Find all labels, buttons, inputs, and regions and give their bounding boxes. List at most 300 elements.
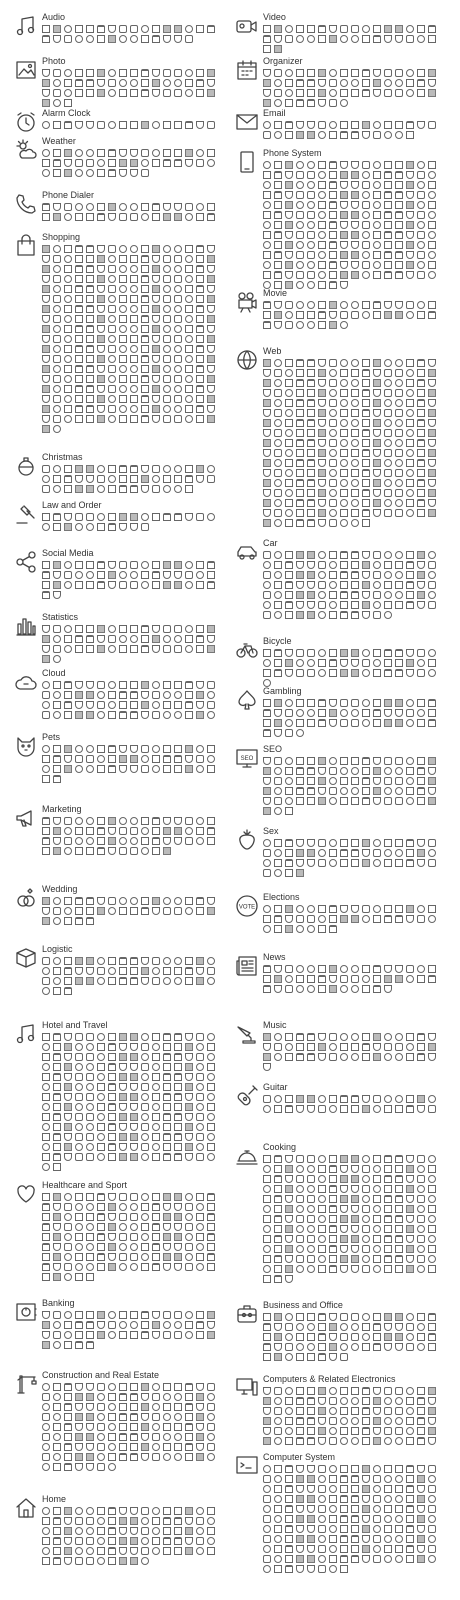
glyph-icon xyxy=(296,1417,304,1425)
glyph-icon xyxy=(428,1515,436,1523)
glyph-icon xyxy=(340,469,348,477)
glyph-icon xyxy=(395,1323,403,1331)
glyph-icon xyxy=(307,699,315,707)
glyph-icon xyxy=(64,917,72,925)
glyph-icon xyxy=(108,1063,116,1071)
glyph-icon xyxy=(362,649,370,657)
glyph-icon xyxy=(395,859,403,867)
glyph-icon xyxy=(340,409,348,417)
glyph-icon xyxy=(329,439,337,447)
glyph-icon xyxy=(196,513,204,521)
glyph-icon xyxy=(97,375,105,383)
category-title: Sex xyxy=(263,826,279,836)
glyph-icon xyxy=(119,1093,127,1101)
glyph-icon xyxy=(296,591,304,599)
glyph-icon xyxy=(207,295,215,303)
glyph-icon xyxy=(64,79,72,87)
glyph-icon xyxy=(384,699,392,707)
glyph-icon xyxy=(395,89,403,97)
glyph-icon xyxy=(64,159,72,167)
glyph-icon xyxy=(75,203,83,211)
glyph-icon xyxy=(185,69,193,77)
glyph-icon xyxy=(86,121,94,129)
glyph-icon xyxy=(141,121,149,129)
glyph-icon xyxy=(86,1311,94,1319)
glyph-icon xyxy=(75,1093,83,1101)
glyph-icon xyxy=(108,1243,116,1251)
glyph-icon xyxy=(119,1557,127,1565)
glyph-icon xyxy=(395,1475,403,1483)
glyph-icon xyxy=(130,325,138,333)
glyph-icon xyxy=(362,1255,370,1263)
glyph-icon xyxy=(417,649,425,657)
glyph-grid xyxy=(263,1313,445,1361)
glyph-icon xyxy=(196,1331,204,1339)
glyph-icon xyxy=(318,591,326,599)
glyph-icon xyxy=(384,1485,392,1493)
glyph-icon xyxy=(296,369,304,377)
glyph-icon xyxy=(296,271,304,279)
glyph-icon xyxy=(130,513,138,521)
glyph-icon xyxy=(274,915,282,923)
glyph-icon xyxy=(417,1165,425,1173)
glyph-icon xyxy=(53,1463,61,1471)
glyph-icon xyxy=(86,1033,94,1041)
glyph-icon xyxy=(130,561,138,569)
glyph-icon xyxy=(174,255,182,263)
glyph-grid xyxy=(42,25,224,43)
glyph-icon xyxy=(406,1095,414,1103)
glyph-icon xyxy=(274,1545,282,1553)
glyph-icon xyxy=(428,509,436,517)
glyph-icon xyxy=(152,701,160,709)
glyph-icon xyxy=(152,691,160,699)
glyph-icon xyxy=(141,1393,149,1401)
category-title: Law and Order xyxy=(42,500,102,510)
glyph-icon xyxy=(196,1263,204,1271)
glyph-icon xyxy=(351,409,359,417)
glyph-icon xyxy=(307,121,315,129)
glyph-icon xyxy=(75,711,83,719)
glyph-icon xyxy=(53,305,61,313)
glyph-icon xyxy=(285,161,293,169)
glyph-icon xyxy=(384,499,392,507)
glyph-icon xyxy=(75,305,83,313)
glyph-icon xyxy=(307,301,315,309)
glyph-icon xyxy=(163,701,171,709)
glyph-icon xyxy=(373,1095,381,1103)
glyph-icon xyxy=(351,301,359,309)
glyph-icon xyxy=(263,561,271,569)
glyph-icon xyxy=(318,1407,326,1415)
glyph-icon xyxy=(207,121,215,129)
glyph-icon xyxy=(42,1311,50,1319)
glyph-icon xyxy=(395,1215,403,1223)
glyph-icon xyxy=(428,359,436,367)
glyph-icon xyxy=(395,699,403,707)
glyph-icon xyxy=(417,1235,425,1243)
glyph-icon xyxy=(340,1053,348,1061)
glyph-icon xyxy=(329,369,337,377)
glyph-icon xyxy=(163,475,171,483)
glyph-icon xyxy=(174,25,182,33)
glyph-icon xyxy=(406,161,414,169)
glyph-icon xyxy=(86,365,94,373)
glyph-icon xyxy=(97,1053,105,1061)
glyph-icon xyxy=(64,635,72,643)
glyph-icon xyxy=(174,1517,182,1525)
glyph-icon xyxy=(207,513,215,521)
glyph-icon xyxy=(86,1153,94,1161)
glyph-icon xyxy=(274,449,282,457)
glyph-icon xyxy=(285,69,293,77)
glyph-icon xyxy=(108,691,116,699)
glyph-icon xyxy=(163,375,171,383)
glyph-icon xyxy=(395,35,403,43)
glyph-icon xyxy=(207,755,215,763)
glyph-icon xyxy=(196,325,204,333)
glyph-icon xyxy=(329,449,337,457)
glyph-icon xyxy=(263,1185,271,1193)
glyph-icon xyxy=(406,419,414,427)
glyph-icon xyxy=(263,1313,271,1321)
glyph-icon xyxy=(296,211,304,219)
glyph-icon xyxy=(196,701,204,709)
glyph-icon xyxy=(340,1215,348,1223)
glyph-icon xyxy=(64,285,72,293)
glyph-icon xyxy=(296,429,304,437)
glyph-icon xyxy=(296,35,304,43)
glyph-icon xyxy=(86,1393,94,1401)
glyph-icon xyxy=(395,499,403,507)
glyph-icon xyxy=(86,265,94,273)
glyph-icon xyxy=(64,1433,72,1441)
glyph-icon xyxy=(406,1505,414,1513)
glyph-icon xyxy=(207,1083,215,1091)
glyph-icon xyxy=(274,1043,282,1051)
glyph-icon xyxy=(185,817,193,825)
glyph-icon xyxy=(351,399,359,407)
glyph-icon xyxy=(141,325,149,333)
glyph-grid xyxy=(42,465,224,493)
glyph-icon xyxy=(64,571,72,579)
glyph-icon xyxy=(384,1105,392,1113)
glyph-icon xyxy=(86,1253,94,1261)
glyph-icon xyxy=(296,869,304,877)
glyph-icon xyxy=(307,1205,315,1213)
glyph-icon xyxy=(351,439,359,447)
glyph-icon xyxy=(196,1507,204,1515)
glyph-icon xyxy=(130,405,138,413)
glyph-icon xyxy=(384,359,392,367)
glyph-icon xyxy=(53,1413,61,1421)
glyph-icon xyxy=(141,375,149,383)
glyph-icon xyxy=(119,1143,127,1151)
glyph-icon xyxy=(97,1223,105,1231)
glyph-icon xyxy=(108,1103,116,1111)
glyph-icon xyxy=(307,271,315,279)
glyph-icon xyxy=(351,449,359,457)
glyph-icon xyxy=(97,365,105,373)
glyph-icon xyxy=(406,25,414,33)
glyph-icon xyxy=(263,79,271,87)
glyph-grid xyxy=(42,245,224,433)
glyph-icon xyxy=(53,765,61,773)
glyph-icon xyxy=(274,1465,282,1473)
glyph-icon xyxy=(340,1437,348,1445)
glyph-icon xyxy=(307,1105,315,1113)
glyph-icon xyxy=(152,79,160,87)
glyph-icon xyxy=(185,1103,193,1111)
glyph-icon xyxy=(64,295,72,303)
glyph-icon xyxy=(86,1341,94,1349)
glyph-icon xyxy=(329,1545,337,1553)
glyph-icon xyxy=(340,1235,348,1243)
glyph-icon xyxy=(108,1133,116,1141)
glyph-icon xyxy=(318,1535,326,1543)
glyph-icon xyxy=(86,375,94,383)
glyph-icon xyxy=(395,797,403,805)
glyph-icon xyxy=(64,1263,72,1271)
glyph-icon xyxy=(207,1253,215,1261)
glyph-icon xyxy=(152,1403,160,1411)
glyph-icon xyxy=(362,777,370,785)
glyph-icon xyxy=(274,591,282,599)
glyph-icon xyxy=(64,1083,72,1091)
glyph-icon xyxy=(263,849,271,857)
glyph-icon xyxy=(318,611,326,619)
glyph-icon xyxy=(351,561,359,569)
glyph-icon xyxy=(329,251,337,259)
glyph-icon xyxy=(274,1095,282,1103)
glyph-icon xyxy=(174,1063,182,1071)
glyph-icon xyxy=(263,251,271,259)
glyph-icon xyxy=(373,797,381,805)
glyph-icon xyxy=(340,1265,348,1273)
glyph-icon xyxy=(97,1203,105,1211)
glyph-icon xyxy=(351,191,359,199)
glyph-icon xyxy=(42,1113,50,1121)
glyph-icon xyxy=(75,1063,83,1071)
glyph-icon xyxy=(329,35,337,43)
glyph-icon xyxy=(207,305,215,313)
glyph-icon xyxy=(207,1321,215,1329)
glyph-icon xyxy=(174,957,182,965)
safe-icon xyxy=(14,1300,38,1324)
glyph-icon xyxy=(75,1311,83,1319)
glyph-icon xyxy=(174,415,182,423)
glyph-icon xyxy=(119,315,127,323)
glyph-icon xyxy=(274,1333,282,1341)
glyph-icon xyxy=(185,957,193,965)
glyph-icon xyxy=(307,849,315,857)
glyph-icon xyxy=(185,1253,193,1261)
glyph-icon xyxy=(307,409,315,417)
glyph-icon xyxy=(185,1143,193,1151)
glyph-icon xyxy=(174,121,182,129)
glyph-grid xyxy=(42,149,224,177)
glyph-icon xyxy=(274,1495,282,1503)
house-icon xyxy=(14,1496,38,1520)
glyph-icon xyxy=(307,591,315,599)
glyph-icon xyxy=(207,897,215,905)
glyph-icon xyxy=(130,1507,138,1515)
glyph-icon xyxy=(351,181,359,189)
glyph-icon xyxy=(53,775,61,783)
glyph-icon xyxy=(130,625,138,633)
category-title: Hotel and Travel xyxy=(42,1020,108,1030)
glyph-icon xyxy=(196,245,204,253)
glyph-icon xyxy=(163,395,171,403)
glyph-icon xyxy=(196,1393,204,1401)
glyph-icon xyxy=(340,1407,348,1415)
glyph-icon xyxy=(97,355,105,363)
glyph-icon xyxy=(152,1123,160,1131)
glyph-icon xyxy=(318,1427,326,1435)
glyph-icon xyxy=(351,1175,359,1183)
glyph-icon xyxy=(185,1243,193,1251)
glyph-icon xyxy=(174,1133,182,1141)
glyph-icon xyxy=(108,265,116,273)
glyph-icon xyxy=(86,523,94,531)
glyph-icon xyxy=(351,849,359,857)
glyph-icon xyxy=(97,275,105,283)
glyph-icon xyxy=(207,1063,215,1071)
glyph-icon xyxy=(362,439,370,447)
glyph-icon xyxy=(384,1195,392,1203)
glyph-icon xyxy=(307,321,315,329)
glyph-icon xyxy=(340,321,348,329)
glyph-icon xyxy=(263,231,271,239)
glyph-icon xyxy=(130,1083,138,1091)
glyph-icon xyxy=(119,1213,127,1221)
glyph-icon xyxy=(119,1321,127,1329)
glyph-icon xyxy=(75,35,83,43)
glyph-icon xyxy=(417,905,425,913)
glyph-icon xyxy=(42,827,50,835)
glyph-icon xyxy=(108,907,116,915)
glyph-icon xyxy=(108,1557,116,1565)
glyph-icon xyxy=(274,849,282,857)
glyph-icon xyxy=(86,203,94,211)
glyph-icon xyxy=(141,255,149,263)
glyph-icon xyxy=(373,409,381,417)
glyph-icon xyxy=(42,765,50,773)
glyph-icon xyxy=(428,797,436,805)
glyph-icon xyxy=(119,275,127,283)
glyph-icon xyxy=(119,385,127,393)
category-title: Healthcare and Sport xyxy=(42,1180,128,1190)
glyph-icon xyxy=(174,375,182,383)
glyph-icon xyxy=(307,181,315,189)
glyph-icon xyxy=(141,561,149,569)
category-title: Social Media xyxy=(42,548,94,558)
glyph-icon xyxy=(340,905,348,913)
glyph-icon xyxy=(406,499,414,507)
glyph-icon xyxy=(373,859,381,867)
glyph-icon xyxy=(296,459,304,467)
glyph-icon xyxy=(296,251,304,259)
glyph-icon xyxy=(373,439,381,447)
glyph-icon xyxy=(196,1033,204,1041)
glyph-icon xyxy=(119,1133,127,1141)
glyph-icon xyxy=(108,1547,116,1555)
glyph-icon xyxy=(86,1233,94,1241)
glyph-icon xyxy=(119,1537,127,1545)
glyph-icon xyxy=(384,611,392,619)
glyph-icon xyxy=(263,807,271,815)
glyph-icon xyxy=(263,1095,271,1103)
glyph-icon xyxy=(307,1437,315,1445)
glyph-icon xyxy=(174,1203,182,1211)
glyph-icon xyxy=(285,479,293,487)
glyph-icon xyxy=(373,659,381,667)
glyph-icon xyxy=(163,581,171,589)
glyph-icon xyxy=(384,1095,392,1103)
glyph-icon xyxy=(263,1053,271,1061)
glyph-icon xyxy=(285,211,293,219)
glyph-icon xyxy=(130,415,138,423)
glyph-icon xyxy=(130,701,138,709)
glyph-icon xyxy=(64,581,72,589)
glyph-icon xyxy=(263,439,271,447)
glyph-icon xyxy=(152,1143,160,1151)
glyph-icon xyxy=(351,221,359,229)
glyph-icon xyxy=(417,915,425,923)
glyph-icon xyxy=(318,1245,326,1253)
glyph-icon xyxy=(318,1323,326,1331)
glyph-icon xyxy=(263,1333,271,1341)
glyph-icon xyxy=(384,1323,392,1331)
glyph-icon xyxy=(64,1233,72,1241)
glyph-icon xyxy=(329,719,337,727)
glyph-icon xyxy=(274,1215,282,1223)
glyph-icon xyxy=(75,1463,83,1471)
glyph-icon xyxy=(97,1507,105,1515)
category-title: Audio xyxy=(42,12,66,22)
glyph-icon xyxy=(362,669,370,677)
category-title: Weather xyxy=(42,136,76,146)
glyph-icon xyxy=(141,1203,149,1211)
glyph-icon xyxy=(263,311,271,319)
glyph-icon xyxy=(196,977,204,985)
glyph-icon xyxy=(163,827,171,835)
glyph-icon xyxy=(318,719,326,727)
glyph-icon xyxy=(97,817,105,825)
glyph-icon xyxy=(86,711,94,719)
glyph-icon xyxy=(263,1525,271,1533)
glyph-icon xyxy=(362,171,370,179)
glyph-icon xyxy=(141,765,149,773)
glyph-icon xyxy=(307,1265,315,1273)
glyph-icon xyxy=(174,977,182,985)
glyph-icon xyxy=(53,1143,61,1151)
glyph-icon xyxy=(263,419,271,427)
glyph-icon xyxy=(296,1313,304,1321)
glyph-icon xyxy=(86,1203,94,1211)
category-title: Statistics xyxy=(42,612,79,622)
glyph-icon xyxy=(174,395,182,403)
glyph-icon xyxy=(64,967,72,975)
glyph-icon xyxy=(196,1053,204,1061)
glyph-icon xyxy=(285,611,293,619)
glyph-icon xyxy=(163,967,171,975)
glyph-icon xyxy=(417,69,425,77)
glyph-icon xyxy=(351,1515,359,1523)
glyph-icon xyxy=(163,635,171,643)
glyph-icon xyxy=(296,719,304,727)
glyph-icon xyxy=(163,1263,171,1271)
